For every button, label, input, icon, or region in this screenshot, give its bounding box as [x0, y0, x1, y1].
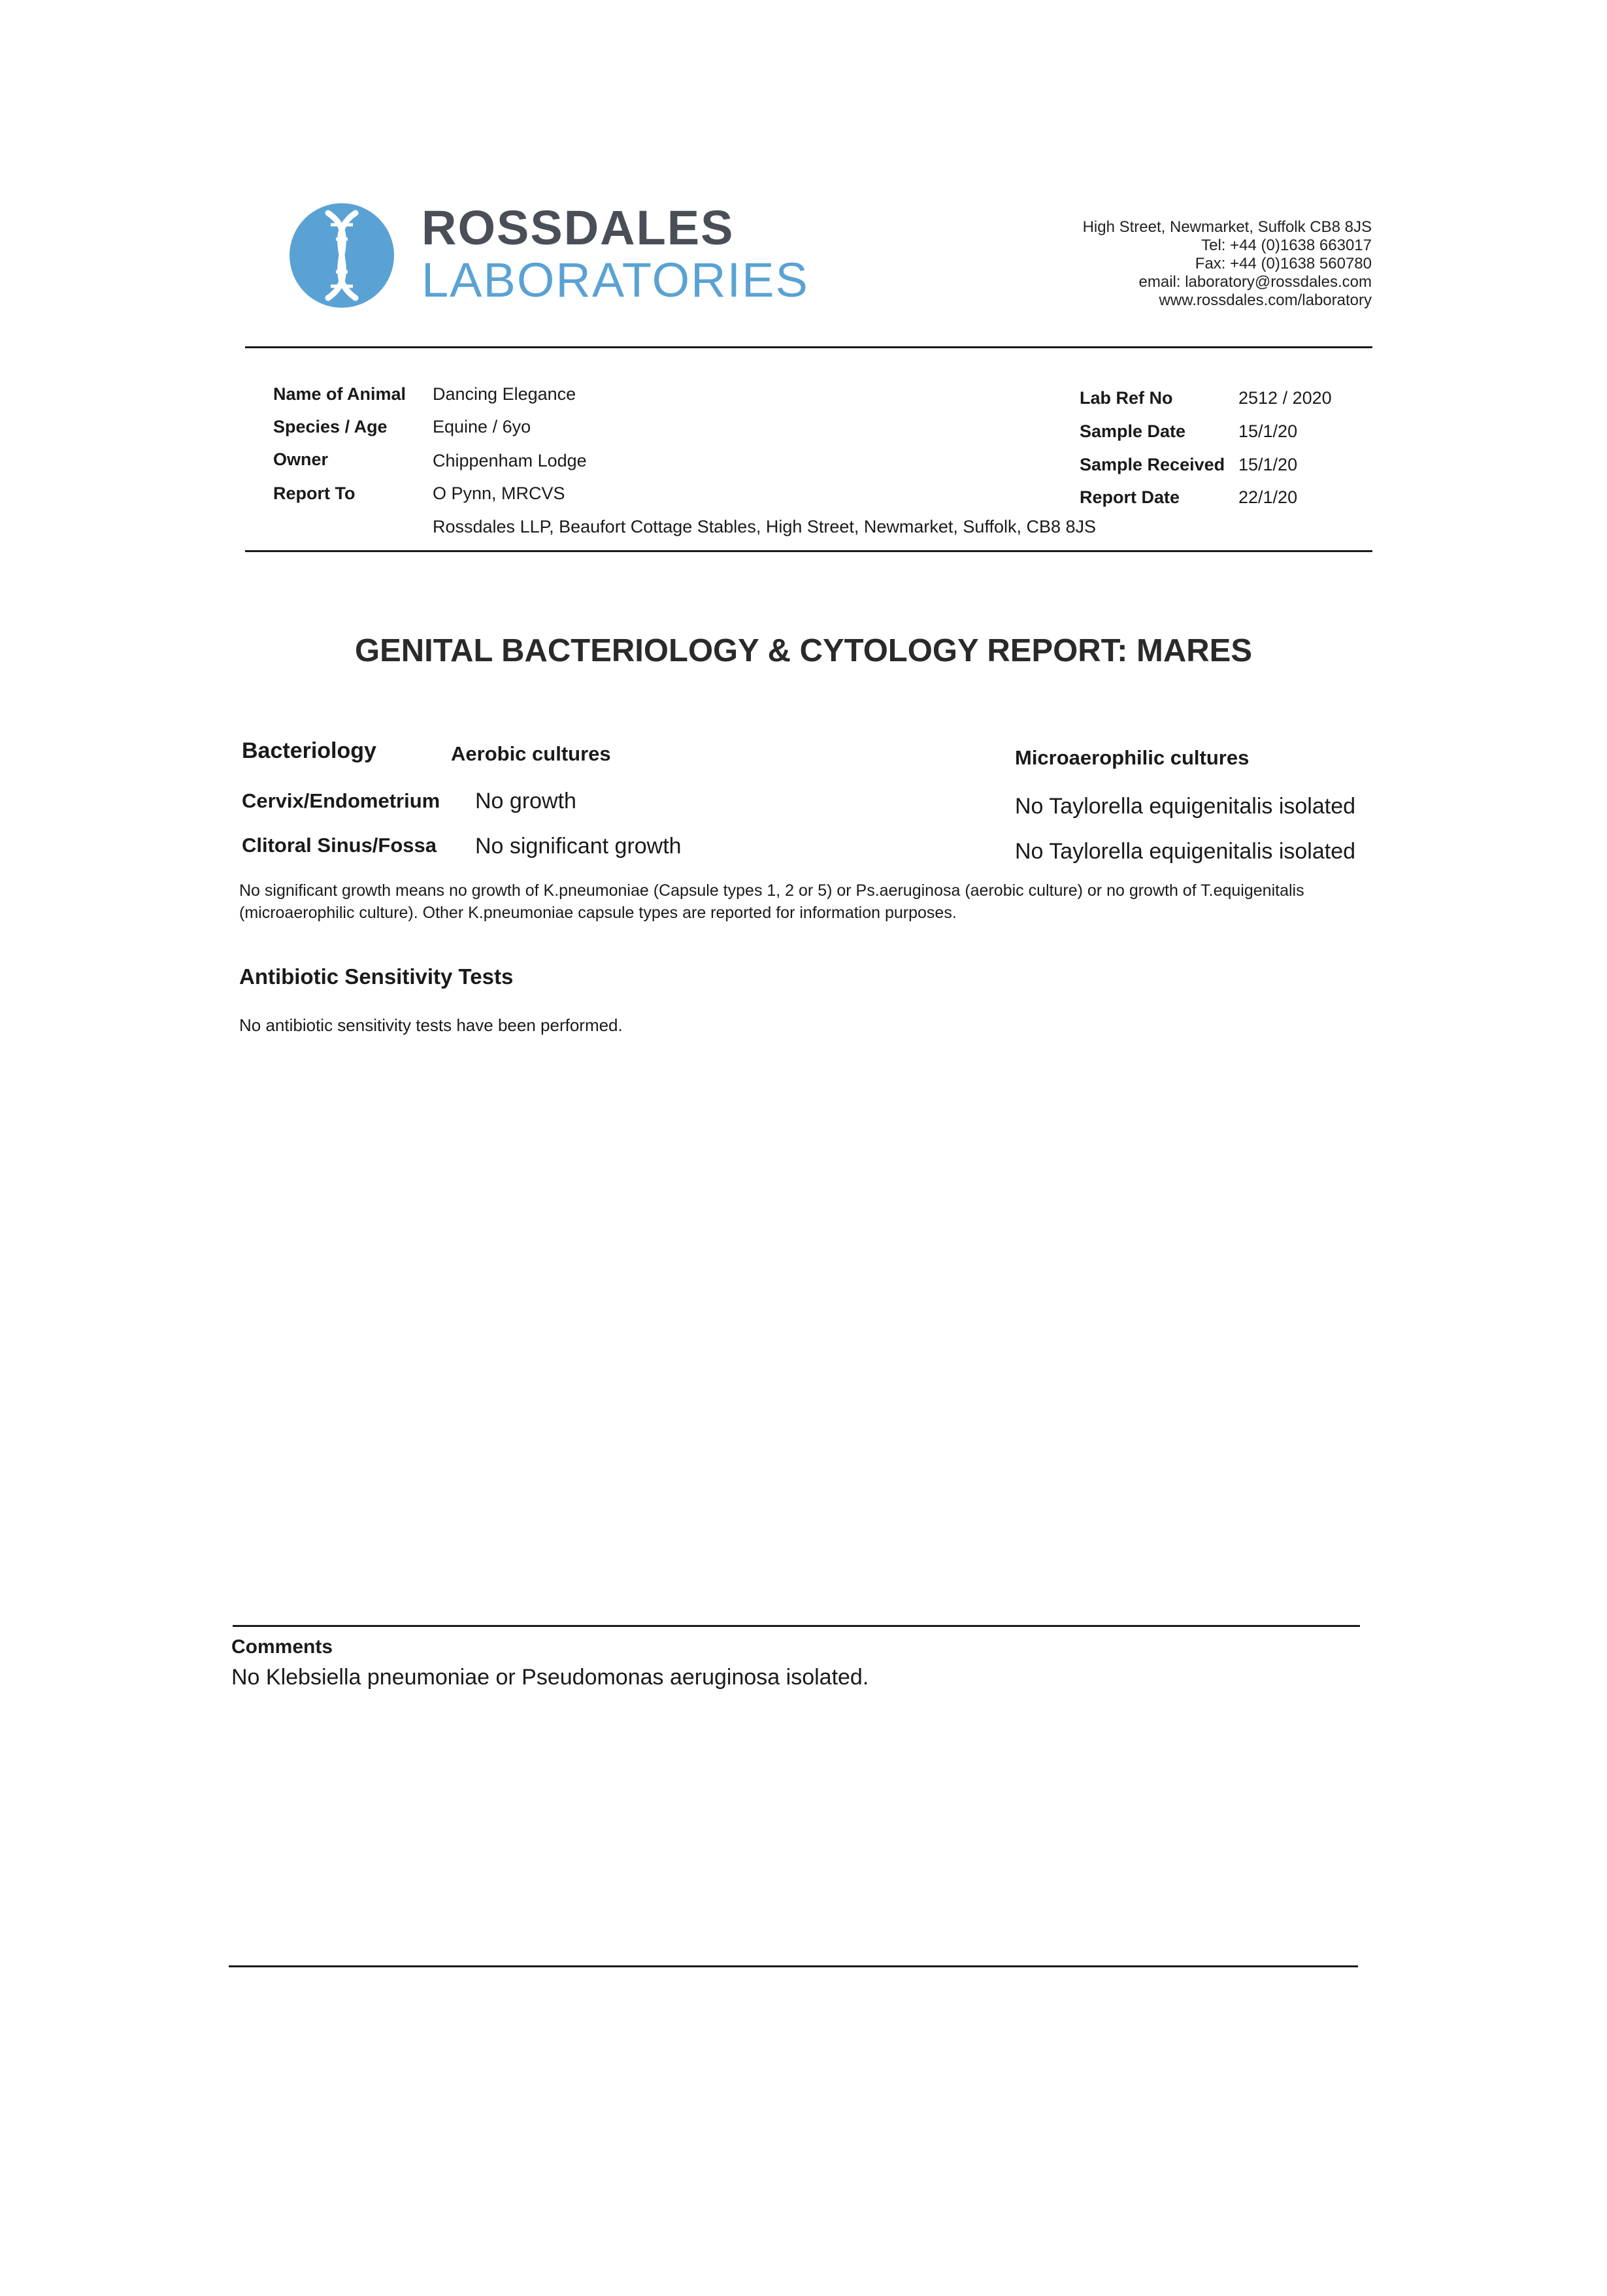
sample-date-label: Sample Date: [1080, 421, 1186, 441]
aerobic-result-clitoral: No significant growth: [475, 834, 682, 859]
report-date-value: 22/1/20: [1238, 487, 1298, 507]
lab-ref-label: Lab Ref No: [1080, 388, 1173, 408]
comments-text: No Klebsiella pneumoniae or Pseudomonas aeruginosa isolated.: [231, 1665, 869, 1690]
owner-value: Chippenham Lodge: [433, 451, 587, 470]
contact-tel: Tel: +44 (0)1638 663017: [1201, 237, 1372, 254]
name-of-animal-value: Dancing Elegance: [433, 384, 576, 404]
contact-block: [1083, 218, 1372, 310]
sample-received-value: 15/1/20: [1238, 455, 1298, 474]
report-title: GENITAL BACTERIOLOGY & CYTOLOGY REPORT: MARES: [354, 633, 1253, 668]
owner-label: Owner: [273, 450, 329, 469]
lab-ref-value: 2512 / 2020: [1238, 388, 1332, 408]
header-divider: [245, 346, 1372, 348]
antibiotic-text: No antibiotic sensitivity tests have been performed.: [239, 1015, 623, 1035]
footer-divider: [229, 1965, 1358, 1967]
micro-result-cervix: No Taylorella equigenitalis isolated: [1015, 794, 1356, 819]
report-to-value: O Pynn, MRCVS: [433, 484, 565, 503]
brand-name-line2: LABORATORIES: [422, 253, 809, 307]
name-of-animal-label: Name of Animal: [273, 384, 406, 404]
species-age-label: Species / Age: [273, 417, 388, 436]
report-to-address: Rossdales LLP, Beaufort Cottage Stables, High Street, Newmarket, Suffolk, CB8 8JS: [433, 517, 1097, 536]
microaerophilic-cultures-heading: Microaerophilic cultures: [1015, 746, 1250, 769]
details-divider: [245, 550, 1372, 552]
report-date-label: Report Date: [1080, 487, 1180, 507]
dna-helix-icon: [288, 201, 396, 310]
species-age-value: Equine / 6yo: [433, 417, 531, 436]
comments-heading: Comments: [231, 1636, 333, 1658]
antibiotic-heading: Antibiotic Sensitivity Tests: [239, 964, 514, 989]
aerobic-cultures-heading: Aerobic cultures: [451, 742, 611, 765]
brand-name-line1: ROSSDALES: [422, 201, 735, 255]
comments-divider: [233, 1625, 1360, 1627]
contact-fax: Fax: +44 (0)1638 560780: [1195, 255, 1372, 272]
site-cervix-endometrium: Cervix/Endometrium: [242, 789, 440, 812]
contact-email: email: laboratory@rossdales.com: [1138, 273, 1372, 291]
contact-address: High Street, Newmarket, Suffolk CB8 8JS: [1082, 218, 1372, 236]
aerobic-result-cervix: No growth: [475, 789, 576, 813]
bacteriology-heading: Bacteriology: [242, 738, 376, 763]
sample-received-label: Sample Received: [1080, 455, 1225, 474]
report-to-label: Report To: [273, 484, 356, 503]
site-clitoral-sinus-fossa: Clitoral Sinus/Fossa: [242, 834, 437, 857]
micro-result-clitoral: No Taylorella equigenitalis isolated: [1015, 839, 1356, 864]
contact-website: www.rossdales.com/laboratory: [1159, 291, 1372, 309]
sample-date-value: 15/1/20: [1238, 421, 1298, 441]
bacteriology-note: No significant growth means no growth of K.pneumoniae (Capsule types 1, 2 or 5) or Ps.aeruginosa (aerobic culture) or no growth of T.equigenitalis (microaerophilic culture). Other K.pneumoniae capsule types are reported for information purposes.: [239, 881, 1304, 922]
